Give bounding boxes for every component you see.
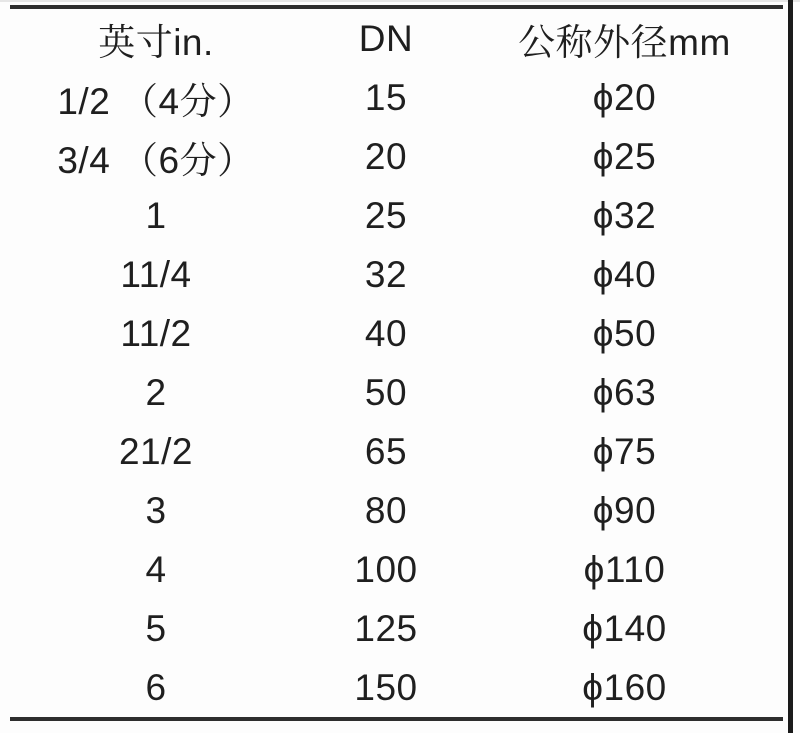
table-bottom-border bbox=[10, 717, 783, 721]
table-row bbox=[0, 186, 789, 245]
cell-od: ϕ160 bbox=[582, 666, 667, 708]
cell-od: ϕ32 bbox=[592, 194, 657, 236]
pipe-size-table bbox=[0, 9, 789, 717]
cell-inch: 6 bbox=[145, 666, 167, 708]
cell-dn: 50 bbox=[364, 371, 408, 413]
table-row bbox=[0, 68, 789, 127]
table-header-row bbox=[0, 9, 789, 68]
cell-od: ϕ63 bbox=[592, 371, 657, 413]
table-row bbox=[0, 599, 789, 658]
top-edge-artifact-line bbox=[0, 0, 800, 2]
cell-od: ϕ75 bbox=[592, 430, 657, 472]
cell-inch: 11/2 bbox=[120, 312, 192, 354]
table-row bbox=[0, 127, 789, 186]
table-row bbox=[0, 363, 789, 422]
cell-dn: 150 bbox=[354, 666, 418, 708]
table-row bbox=[0, 422, 789, 481]
table-row bbox=[0, 540, 789, 599]
cell-dn: 100 bbox=[354, 548, 418, 590]
header-inch: 英寸in. bbox=[98, 21, 214, 63]
cell-od: ϕ90 bbox=[592, 489, 657, 531]
cell-od: ϕ25 bbox=[592, 135, 657, 177]
cell-dn: 65 bbox=[364, 430, 408, 472]
table-row bbox=[0, 304, 789, 363]
cell-inch: 21/2 bbox=[118, 430, 193, 472]
cell-inch: 3/4 （6分） bbox=[57, 139, 255, 181]
header-dn: DN bbox=[358, 17, 414, 59]
cell-inch: 1 bbox=[145, 194, 167, 236]
table-row bbox=[0, 245, 789, 304]
cell-dn: 25 bbox=[364, 194, 408, 236]
header-outer-diameter: 公称外径mm bbox=[518, 21, 731, 63]
cell-dn: 125 bbox=[354, 607, 418, 649]
cell-od: ϕ20 bbox=[592, 76, 657, 118]
table-row bbox=[0, 481, 789, 540]
cell-od: ϕ40 bbox=[592, 253, 657, 295]
cell-dn: 32 bbox=[364, 253, 408, 295]
cell-inch: 1/2 （4分） bbox=[57, 80, 255, 122]
cell-inch: 4 bbox=[145, 548, 167, 590]
cell-inch: 3 bbox=[145, 489, 167, 531]
cell-inch: 2 bbox=[145, 371, 167, 413]
cell-dn: 40 bbox=[364, 312, 408, 354]
cell-inch: 11/4 bbox=[120, 253, 192, 295]
cell-inch: 5 bbox=[145, 607, 167, 649]
cell-dn: 15 bbox=[364, 76, 408, 118]
cell-od: ϕ110 bbox=[583, 548, 666, 590]
cell-dn: 20 bbox=[364, 135, 408, 177]
cell-od: ϕ50 bbox=[592, 312, 657, 354]
table-row bbox=[0, 658, 789, 717]
cell-dn: 80 bbox=[364, 489, 408, 531]
cell-od: ϕ140 bbox=[582, 607, 667, 649]
